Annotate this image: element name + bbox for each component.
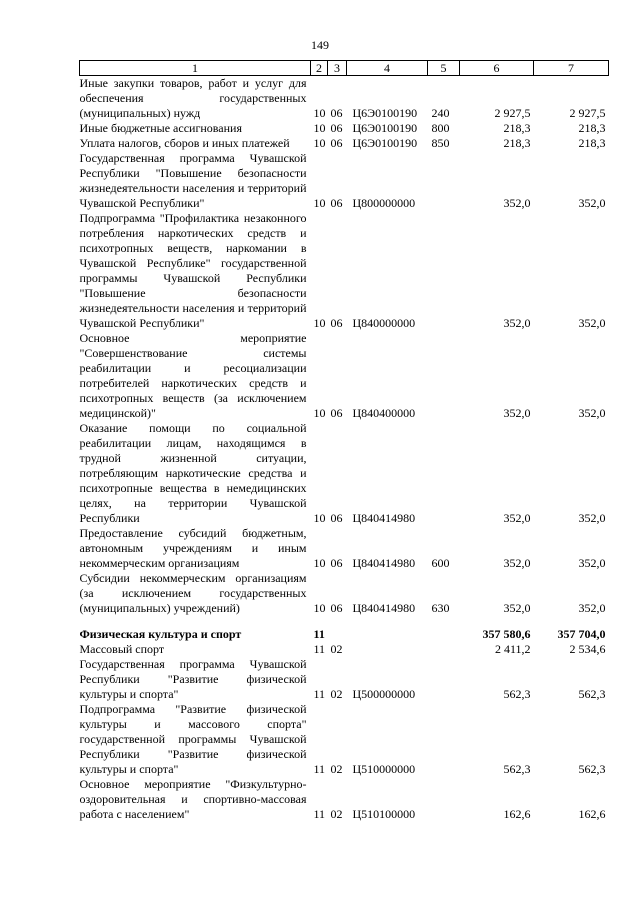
row-csr [347, 627, 428, 642]
row-csr: Ц510000000 [352, 762, 416, 776]
row-value-2: 562,3 [578, 762, 606, 776]
table-row [80, 121, 609, 136]
row-pr: 06 [330, 316, 343, 330]
row-rz: 10 [313, 316, 326, 330]
row-name: Массовый спорт [79, 642, 165, 656]
row-pr: 02 [330, 762, 343, 776]
row-value-1: 352,0 [503, 406, 531, 420]
row-value-1: 2 927,5 [494, 106, 531, 120]
row-rz: 11 [313, 762, 326, 776]
table-row [80, 151, 609, 211]
row-name: Основное мероприятие "Физкультурно-оздоровительная и спортивно-массовая работа с населением" [79, 777, 307, 821]
row-value-1: 162,6 [503, 807, 531, 821]
column-header: 7 [534, 61, 609, 76]
row-rz: 10 [313, 136, 326, 150]
row-value-1: 218,3 [503, 136, 531, 150]
row-pr: 06 [330, 601, 343, 615]
table-row [80, 211, 609, 331]
row-value-1: 562,3 [503, 762, 531, 776]
row-vr: 240 [431, 106, 450, 120]
row-value-1: 357 580,6 [482, 627, 531, 641]
row-value-2: 352,0 [578, 556, 606, 570]
row-pr: 06 [330, 511, 343, 525]
row-csr: Ц6Э0100190 [352, 121, 418, 135]
row-vr [428, 211, 460, 331]
row-name: Субсидии некоммерческим организациям (за исключением государственных (муниципальных) учреждений) [79, 571, 307, 615]
row-name: Подпрограмма "Развитие физической культуры и массового спорта" государственной программы Чувашской Республики "Развитие физической культуры и спорта" [79, 702, 307, 776]
row-csr: Ц840414980 [352, 601, 416, 615]
section-row [80, 627, 609, 642]
row-vr: 850 [431, 136, 450, 150]
row-rz: 11 [313, 642, 326, 656]
row-name: Иные бюджетные ассигнования [79, 121, 242, 135]
row-value-2: 2 534,6 [569, 642, 606, 656]
row-vr [428, 421, 460, 526]
table-header-row [80, 61, 609, 76]
row-csr: Ц840400000 [352, 406, 416, 420]
row-rz: 10 [313, 601, 326, 615]
row-name: Иные закупки товаров, работ и услуг для обеспечения государственных (муниципальных) нужд [79, 76, 307, 120]
row-vr [428, 627, 460, 642]
row-value-2: 352,0 [578, 196, 606, 210]
table-row [80, 76, 609, 122]
row-csr: Ц840000000 [352, 316, 416, 330]
row-rz: 10 [313, 196, 326, 210]
row-pr: 02 [330, 642, 343, 656]
row-vr [428, 642, 460, 657]
table-row [80, 657, 609, 702]
row-csr [347, 642, 428, 657]
row-csr: Ц6Э0100190 [352, 136, 418, 150]
row-rz: 10 [313, 121, 326, 135]
row-rz: 11 [313, 687, 326, 701]
row-vr: 800 [431, 121, 450, 135]
column-header: 2 [311, 61, 328, 76]
row-name: Государственная программа Чувашской Республики "Повышение безопасности жизнедеятельности населения и территорий Чувашской Республики" [79, 151, 307, 210]
row-value-2: 218,3 [578, 136, 606, 150]
column-header: 3 [328, 61, 347, 76]
row-pr: 02 [330, 687, 343, 701]
row-rz: 10 [313, 406, 326, 420]
row-csr: Ц6Э0100190 [352, 106, 418, 120]
row-rz: 11 [313, 627, 325, 641]
row-vr [428, 657, 460, 702]
row-pr: 06 [330, 556, 343, 570]
row-value-2: 352,0 [578, 316, 606, 330]
row-vr [428, 151, 460, 211]
row-value-1: 352,0 [503, 196, 531, 210]
column-header: 4 [347, 61, 428, 76]
table-row [80, 642, 609, 657]
row-name: Уплата налогов, сборов и иных платежей [79, 136, 290, 150]
row-name: Предоставление субсидий бюджетным, автономным учреждениям и иным некоммерческим организациям [79, 526, 307, 570]
row-vr: 630 [431, 601, 450, 615]
row-rz: 10 [313, 556, 326, 570]
row-value-1: 352,0 [503, 316, 531, 330]
row-pr: 06 [330, 136, 343, 150]
row-csr: Ц510100000 [352, 807, 416, 821]
row-pr [328, 627, 347, 642]
table-row [80, 571, 609, 616]
row-value-1: 352,0 [503, 601, 531, 615]
row-value-2: 352,0 [578, 511, 606, 525]
row-csr: Ц800000000 [352, 196, 416, 210]
row-value-1: 2 411,2 [494, 642, 531, 656]
row-pr: 06 [330, 106, 343, 120]
row-value-1: 352,0 [503, 511, 531, 525]
column-header: 1 [80, 61, 311, 76]
row-rz: 10 [313, 106, 326, 120]
row-name: Подпрограмма "Профилактика незаконного потребления наркотических средств и психотропных веществ, наркомании в Чувашской Республике" государственной программы Чувашской Республики "Повышение безопасности жизнедеятельности населения и территорий Чувашской Республики" [79, 211, 307, 330]
row-value-2: 562,3 [578, 687, 606, 701]
row-value-1: 352,0 [503, 556, 531, 570]
row-vr [428, 777, 460, 822]
row-pr: 02 [330, 807, 343, 821]
row-value-2: 352,0 [578, 601, 606, 615]
row-value-2: 352,0 [578, 406, 606, 420]
row-value-2: 357 704,0 [557, 627, 606, 641]
column-header: 5 [428, 61, 460, 76]
row-csr: Ц840414980 [352, 511, 416, 525]
table-row [80, 331, 609, 421]
row-rz: 10 [313, 511, 326, 525]
row-value-2: 162,6 [578, 807, 606, 821]
spacer-row [80, 616, 609, 627]
page-number: 149 [311, 38, 329, 52]
budget-table [79, 60, 609, 822]
row-name: Государственная программа Чувашской Республики "Развитие физической культуры и спорта" [79, 657, 307, 701]
row-name: Физическая культура и спорт [79, 627, 242, 641]
row-csr: Ц500000000 [352, 687, 416, 701]
table-row [80, 421, 609, 526]
row-csr: Ц840414980 [352, 556, 416, 570]
row-pr: 06 [330, 196, 343, 210]
row-vr [428, 331, 460, 421]
table-row [80, 702, 609, 777]
row-name: Основное мероприятие "Совершенствование системы реабилитации и ресоциализации потребителей наркотических средств и психотропных веществ (за исключением медицинской)" [79, 331, 307, 420]
table-row [80, 777, 609, 822]
row-value-1: 218,3 [503, 121, 531, 135]
row-value-1: 562,3 [503, 687, 531, 701]
row-value-2: 2 927,5 [569, 106, 606, 120]
column-header: 6 [460, 61, 534, 76]
row-pr: 06 [330, 406, 343, 420]
row-rz: 11 [313, 807, 326, 821]
row-name: Оказание помощи по социальной реабилитации лицам, находящимся в трудной жизненной ситуации, потребляющим наркотические средства и психотропные вещества в немедицинских целях, на территории Чувашской Республики [79, 421, 307, 525]
row-value-2: 218,3 [578, 121, 606, 135]
table-row [80, 136, 609, 151]
row-vr [428, 702, 460, 777]
row-pr: 06 [330, 121, 343, 135]
row-vr: 600 [431, 556, 450, 570]
table-row [80, 526, 609, 571]
